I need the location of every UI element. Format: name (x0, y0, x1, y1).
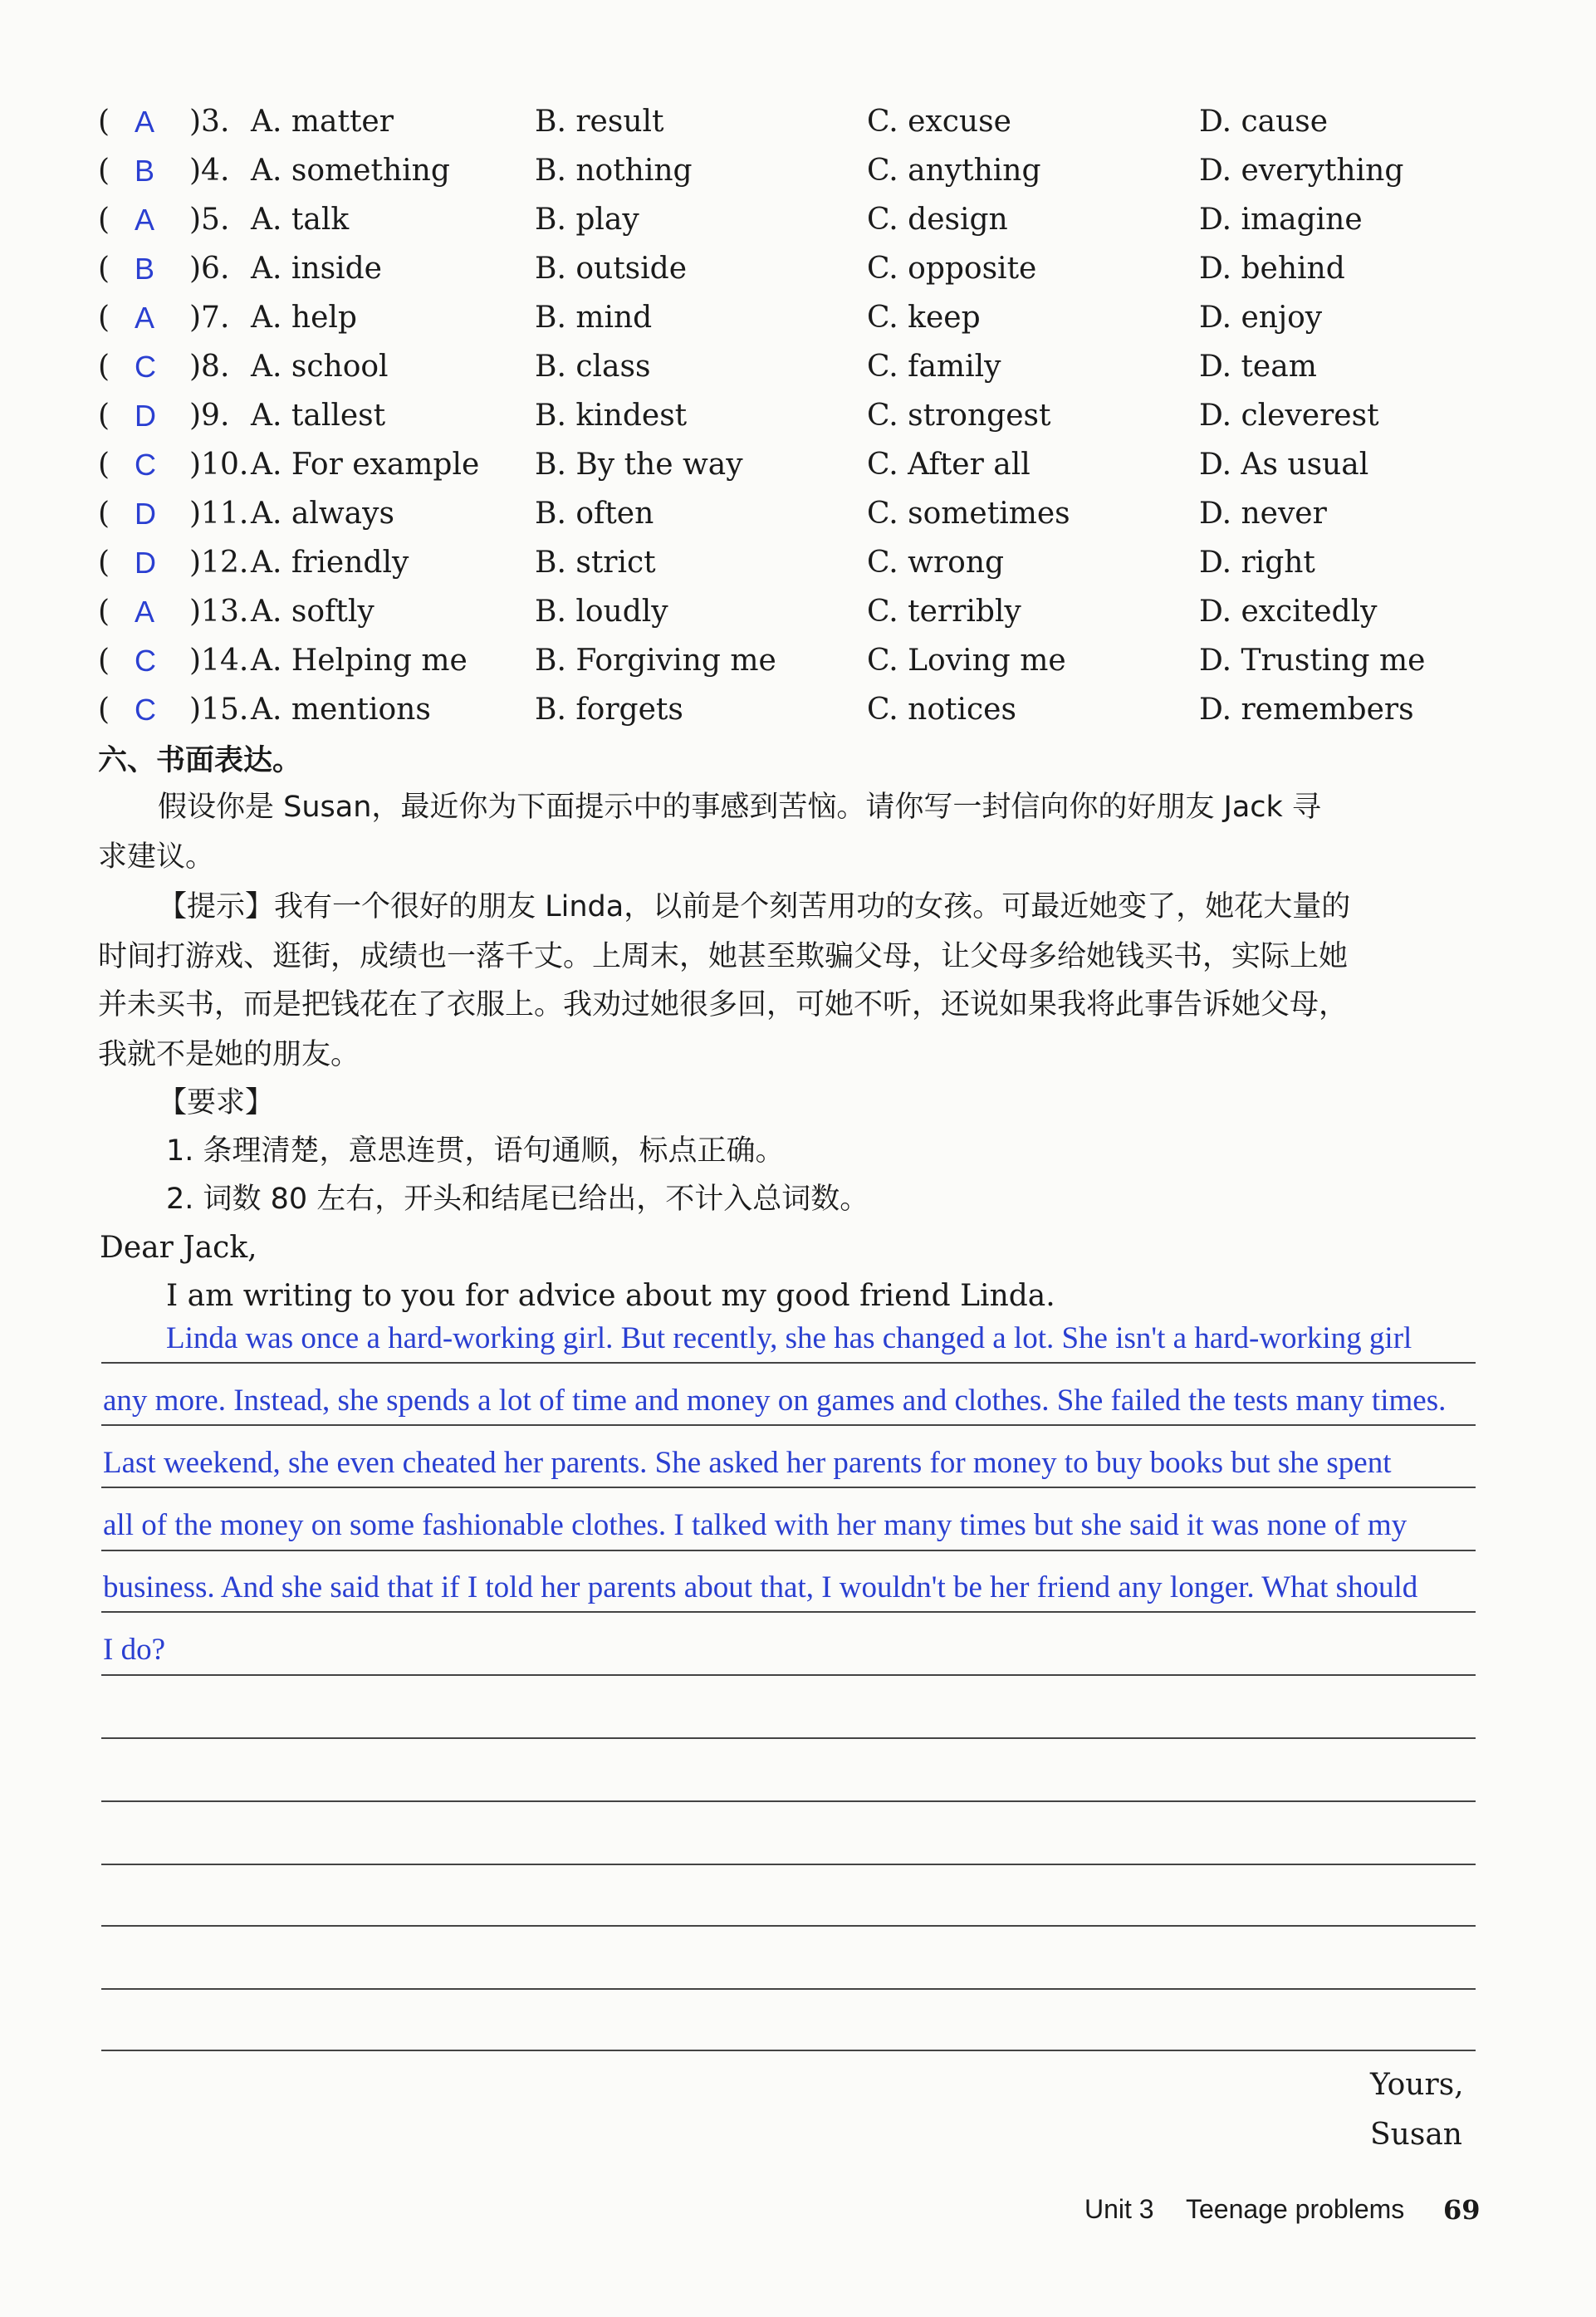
paren-open: ( (98, 693, 110, 727)
option-a: A. friendly (251, 546, 409, 580)
question-row (98, 147, 1526, 195)
option-a: A. mentions (251, 693, 431, 727)
option-d: D. never (1199, 497, 1327, 531)
option-c: C. strongest (867, 399, 1051, 433)
answer-line: all of the money on some fashionable clothes. I talked with her many times but she said it was none of my (103, 1508, 1408, 1542)
hint-line: 时间打游戏、逛街，成绩也一落千丈。上周末，她甚至欺骗父母，让父母多给她钱买书，实际上她 (98, 940, 1349, 973)
option-c: C. notices (867, 693, 1016, 727)
option-c: C. anything (867, 154, 1041, 188)
writing-rule (101, 1800, 1476, 1802)
option-b: B. nothing (535, 154, 693, 188)
option-c: C. After all (867, 448, 1031, 482)
option-d: D. behind (1199, 252, 1345, 286)
paren-open: ( (98, 595, 110, 629)
option-b: B. By the way (535, 448, 743, 482)
question-row (98, 392, 1526, 440)
question-row (98, 686, 1526, 734)
option-c: C. excuse (867, 105, 1011, 139)
question-number: )10. (189, 448, 249, 482)
option-a: A. tallest (251, 399, 386, 433)
question-number: )9. (189, 399, 230, 433)
writing-rule (101, 1550, 1476, 1551)
option-d: D. everything (1199, 154, 1404, 188)
question-row (98, 196, 1526, 244)
option-c: C. family (867, 350, 1001, 384)
question-row (98, 294, 1526, 342)
writing-rule (101, 1362, 1476, 1364)
hint-line: 我就不是她的朋友。 (98, 1038, 360, 1071)
question-number: )11. (189, 497, 249, 531)
option-c: C. Loving me (867, 644, 1066, 678)
paren-open: ( (98, 497, 110, 531)
writing-rule (101, 1737, 1476, 1739)
writing-rule (101, 1611, 1476, 1613)
option-a: A. Helping me (251, 644, 468, 678)
option-d: D. imagine (1199, 203, 1363, 237)
answer-line: any more. Instead, she spends a lot of time and money on games and clothes. She failed the tests many times. (103, 1384, 1447, 1418)
writing-rule (101, 1864, 1476, 1865)
writing-rule (101, 2050, 1476, 2051)
answer-letter: D (135, 546, 156, 580)
option-b: B. often (535, 497, 654, 531)
option-a: A. help (251, 301, 357, 335)
answer-line: business. And she said that if I told her parents about that, I wouldn't be her friend any longer. What should (103, 1570, 1418, 1604)
task-intro-line: 求建议。 (98, 840, 215, 874)
answer-letter: B (135, 154, 155, 188)
question-row (98, 490, 1526, 538)
option-d: D. remembers (1199, 693, 1414, 727)
task-intro-line: 假设你是 Susan，最近你为下面提示中的事感到苦恼。请你写一封信向你的好朋友 Jack 寻 (158, 791, 1321, 824)
question-number: )13. (189, 595, 249, 629)
paren-open: ( (98, 399, 110, 433)
question-number: )4. (189, 154, 230, 188)
option-c: C. wrong (867, 546, 1005, 580)
paren-open: ( (98, 252, 110, 286)
answer-letter: C (135, 350, 156, 384)
question-number: )3. (189, 105, 230, 139)
paren-open: ( (98, 448, 110, 482)
option-b: B. loudly (535, 595, 668, 629)
requirement-item: 1. 条理清楚，意思连贯，语句通顺，标点正确。 (166, 1134, 785, 1168)
option-b: B. play (535, 203, 639, 237)
writing-rule (101, 1674, 1476, 1676)
answer-letter: C (135, 644, 156, 678)
question-row (98, 441, 1526, 489)
requirements-title: 【要求】 (158, 1086, 275, 1119)
question-number: )7. (189, 301, 230, 335)
writing-rule (101, 1487, 1476, 1488)
answer-letter: A (135, 301, 155, 335)
option-d: D. cleverest (1199, 399, 1379, 433)
option-b: B. strict (535, 546, 656, 580)
option-b: B. class (535, 350, 651, 384)
option-d: D. enjoy (1199, 301, 1323, 335)
option-a: A. For example (251, 448, 480, 482)
option-b: B. outside (535, 252, 688, 286)
option-d: D. As usual (1199, 448, 1369, 482)
answer-line: Last weekend, she even cheated her parents. She asked her parents for money to buy books but she spent (103, 1446, 1392, 1480)
question-row (98, 343, 1526, 391)
question-number: )15. (189, 693, 249, 727)
question-row (98, 539, 1526, 587)
question-row (98, 98, 1526, 146)
option-d: D. cause (1199, 105, 1329, 139)
writing-rule (101, 1925, 1476, 1927)
hint-line: 并未买书，而是把钱花在了衣服上。我劝过她很多回，可她不听，还说如果我将此事告诉她父母， (98, 988, 1349, 1021)
paren-open: ( (98, 301, 110, 335)
paren-open: ( (98, 546, 110, 580)
option-c: C. terribly (867, 595, 1021, 629)
option-c: C. keep (867, 301, 981, 335)
question-row (98, 588, 1526, 636)
question-number: )14. (189, 644, 249, 678)
option-a: A. always (251, 497, 394, 531)
answer-letter: D (135, 399, 156, 433)
option-d: D. Trusting me (1199, 644, 1426, 678)
paren-open: ( (98, 644, 110, 678)
option-d: D. right (1199, 546, 1315, 580)
section-title: 六、书面表达。 (98, 744, 302, 777)
option-b: B. result (535, 105, 664, 139)
hint-line: 【提示】我有一个很好的朋友 Linda，以前是个刻苦用功的女孩。可最近她变了，她花大量的 (158, 890, 1351, 923)
letter-signature: Susan (1370, 2118, 1462, 2152)
option-c: C. opposite (867, 252, 1037, 286)
footer-topic: Teenage problems (1186, 2194, 1405, 2224)
letter-opening: I am writing to you for advice about my good friend Linda. (166, 1279, 1055, 1313)
option-c: C. design (867, 203, 1008, 237)
paren-open: ( (98, 105, 110, 139)
requirement-item: 2. 词数 80 左右，开头和结尾已给出，不计入总词数。 (166, 1183, 869, 1216)
answer-letter: A (135, 203, 155, 237)
paren-open: ( (98, 350, 110, 384)
answer-letter: A (135, 595, 155, 629)
option-a: A. something (251, 154, 450, 188)
option-a: A. softly (251, 595, 375, 629)
option-d: D. team (1199, 350, 1317, 384)
option-b: B. mind (535, 301, 653, 335)
writing-rule (101, 1988, 1476, 1990)
option-a: A. matter (251, 105, 394, 139)
answer-letter: C (135, 448, 156, 482)
option-a: A. school (251, 350, 389, 384)
answer-letter: B (135, 252, 155, 286)
writing-rule (101, 1424, 1476, 1426)
answer-letter: A (135, 105, 155, 139)
option-d: D. excitedly (1199, 595, 1378, 629)
question-number: )6. (189, 252, 230, 286)
answer-letter: C (135, 693, 156, 727)
option-a: A. talk (251, 203, 350, 237)
letter-closing: Yours, (1370, 2068, 1464, 2102)
option-b: B. kindest (535, 399, 688, 433)
question-number: )5. (189, 203, 230, 237)
footer-unit: Unit 3 (1084, 2194, 1154, 2224)
question-number: )12. (189, 546, 249, 580)
answer-line: Linda was once a hard-working girl. But recently, she has changed a lot. She isn't a hard-working girl (166, 1321, 1412, 1355)
answer-letter: D (135, 497, 156, 531)
paren-open: ( (98, 154, 110, 188)
question-row (98, 637, 1526, 685)
option-c: C. sometimes (867, 497, 1070, 531)
paren-open: ( (98, 203, 110, 237)
question-number: )8. (189, 350, 230, 384)
option-a: A. inside (251, 252, 382, 286)
option-b: B. forgets (535, 693, 683, 727)
letter-salutation: Dear Jack, (100, 1231, 257, 1265)
option-b: B. Forgiving me (535, 644, 776, 678)
question-row (98, 245, 1526, 293)
page-number: 69 (1443, 2194, 1481, 2226)
answer-line: I do? (103, 1633, 165, 1667)
